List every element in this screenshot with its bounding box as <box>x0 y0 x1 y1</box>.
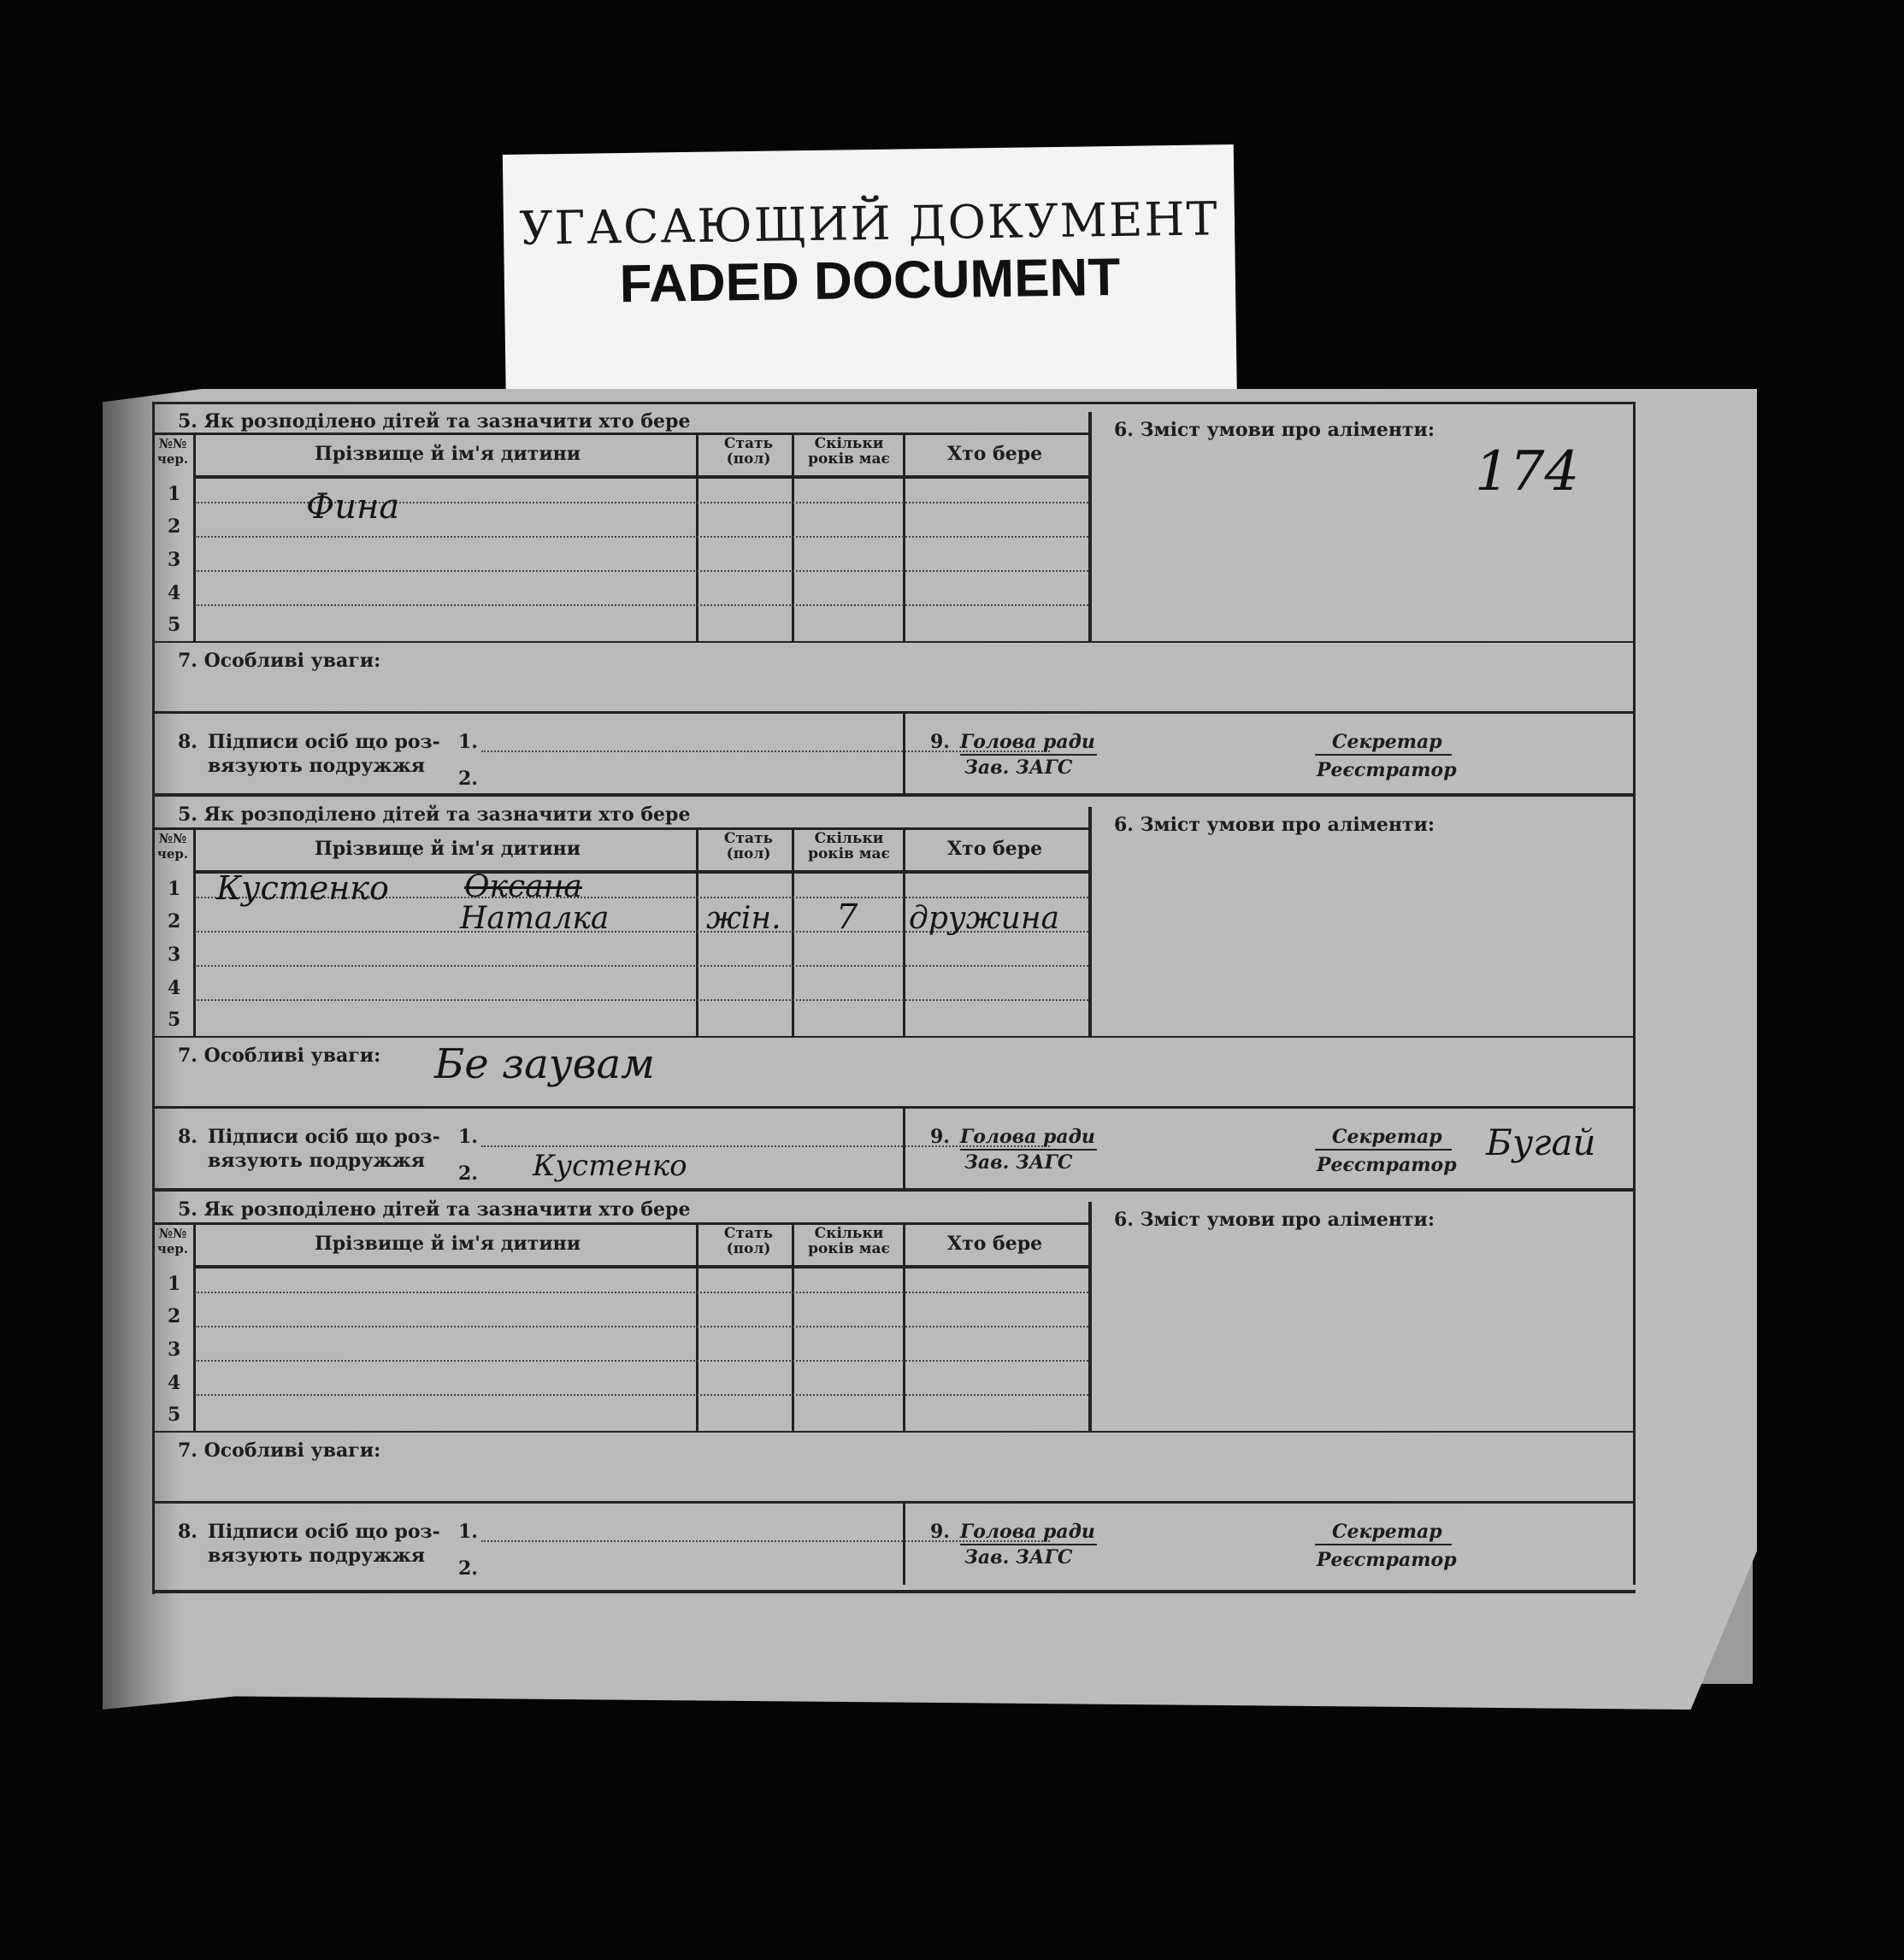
row-number: 3 <box>168 549 181 571</box>
handwritten-registrar-signature: Бугай <box>1486 1121 1596 1163</box>
row-number: 4 <box>168 1372 181 1394</box>
handwritten-child-surname: Кустенко <box>216 869 389 907</box>
signature-1-label: 1. <box>458 731 478 753</box>
row-number: 5 <box>168 1404 181 1426</box>
question-8-line2: вязують подружжя <box>208 755 426 777</box>
registrar-label: Реєстратор <box>1317 1154 1457 1176</box>
secretary-label: Секретар <box>1332 1521 1442 1543</box>
signature-2-label: 2. <box>458 768 478 790</box>
faded-document-label <box>503 144 1237 428</box>
handwritten-struck-name: Оксана <box>464 869 582 904</box>
row-number: 3 <box>168 1339 181 1361</box>
registrar-label: Реєстратор <box>1317 759 1457 781</box>
question-6-label: 6. Зміст умови про аліменти: <box>1114 1209 1435 1231</box>
row-number: 2 <box>168 1305 181 1327</box>
question-9-number: 9. <box>930 1126 950 1148</box>
column-sex-header: Стать (пол) <box>723 435 774 468</box>
question-8-line2: вязують подружжя <box>208 1150 426 1172</box>
registrar-label: Реєстратор <box>1317 1549 1457 1571</box>
record-block-1 <box>152 402 1636 797</box>
question-8-number: 8. <box>178 731 197 753</box>
page-number: 174 <box>1475 440 1580 503</box>
column-number-header: №№ чер. <box>156 1226 189 1257</box>
column-age-header: Скільки років має <box>808 1225 890 1257</box>
question-8-line2: вязують подружжя <box>208 1545 426 1567</box>
zags-head-label: Зав. ЗАГС <box>964 1546 1073 1569</box>
zags-head-label: Зав. ЗАГС <box>964 756 1073 779</box>
handwritten-child-name: Наталка <box>460 901 610 936</box>
secretary-label: Секретар <box>1332 731 1442 753</box>
divorce-register-form <box>152 402 1636 1594</box>
row-number: 4 <box>168 977 181 999</box>
column-number-header: №№ чер. <box>156 831 189 862</box>
signature-2-label: 2. <box>458 1557 478 1580</box>
column-sex-header: Стать (пол) <box>723 830 774 862</box>
question-5-label: 5. Як розподілено дітей та зазначити хто бере <box>178 1198 691 1221</box>
record-block-3 <box>152 1192 1636 1594</box>
head-of-council-label: Голова ради <box>960 1126 1095 1148</box>
handwritten-child-sex: жін. <box>706 901 781 936</box>
handwritten-notes: Бе заувам <box>434 1040 655 1088</box>
zags-head-label: Зав. ЗАГС <box>964 1151 1073 1174</box>
secretary-label: Секретар <box>1332 1126 1442 1148</box>
row-number: 5 <box>168 1009 181 1031</box>
row-number: 5 <box>168 614 181 636</box>
label-russian: УГАСАЮЩИЙ ДОКУМЕНТ <box>519 191 1219 256</box>
question-7-label: 7. Особливі уваги: <box>178 650 381 672</box>
record-block-2 <box>152 797 1636 1192</box>
question-6-label: 6. Зміст умови про аліменти: <box>1114 419 1435 441</box>
row-number: 1 <box>168 483 181 505</box>
column-name-header: Прізвище й ім'я дитини <box>315 1233 581 1255</box>
question-5-label: 5. Як розподілено дітей та зазначити хто бере <box>178 410 691 433</box>
column-who-header: Хто бере <box>947 443 1043 465</box>
head-of-council-label: Голова ради <box>960 731 1095 753</box>
column-number-header: №№ чер. <box>156 436 189 467</box>
handwritten-custodian: дружина <box>909 901 1060 936</box>
question-8-number: 8. <box>178 1521 197 1543</box>
column-who-header: Хто бере <box>947 1233 1043 1255</box>
question-9-number: 9. <box>930 1521 950 1543</box>
handwritten-child-age: 7 <box>836 898 858 937</box>
question-8-number: 8. <box>178 1126 197 1148</box>
handwritten-signature-2: Кустенко <box>533 1149 687 1183</box>
question-7-label: 7. Особливі уваги: <box>178 1439 381 1462</box>
signature-1-label: 1. <box>458 1521 478 1543</box>
question-5-label: 5. Як розподілено дітей та зазначити хто бере <box>178 803 691 826</box>
column-who-header: Хто бере <box>947 838 1043 860</box>
row-number: 4 <box>168 582 181 604</box>
row-number: 1 <box>168 1273 181 1295</box>
row-number: 1 <box>168 878 181 900</box>
row-number: 2 <box>168 515 181 538</box>
column-age-header: Скільки років має <box>808 435 890 468</box>
question-8-line1: Підписи осіб що роз- <box>208 731 440 753</box>
signature-2-label: 2. <box>458 1162 478 1185</box>
question-8-line1: Підписи осіб що роз- <box>208 1521 440 1543</box>
question-9-number: 9. <box>930 731 950 753</box>
signature-1-label: 1. <box>458 1126 478 1148</box>
handwritten-child-name: Фина <box>306 487 400 527</box>
label-english: FADED DOCUMENT <box>619 247 1121 315</box>
question-8-line1: Підписи осіб що роз- <box>208 1126 440 1148</box>
row-number: 2 <box>168 910 181 933</box>
column-age-header: Скільки років має <box>808 830 890 862</box>
row-number: 3 <box>168 944 181 966</box>
column-name-header: Прізвище й ім'я дитини <box>315 443 581 465</box>
question-7-label: 7. Особливі уваги: <box>178 1045 381 1067</box>
column-name-header: Прізвище й ім'я дитини <box>315 838 581 860</box>
column-sex-header: Стать (пол) <box>723 1225 774 1257</box>
head-of-council-label: Голова ради <box>960 1521 1095 1543</box>
question-6-label: 6. Зміст умови про аліменти: <box>1114 814 1435 836</box>
